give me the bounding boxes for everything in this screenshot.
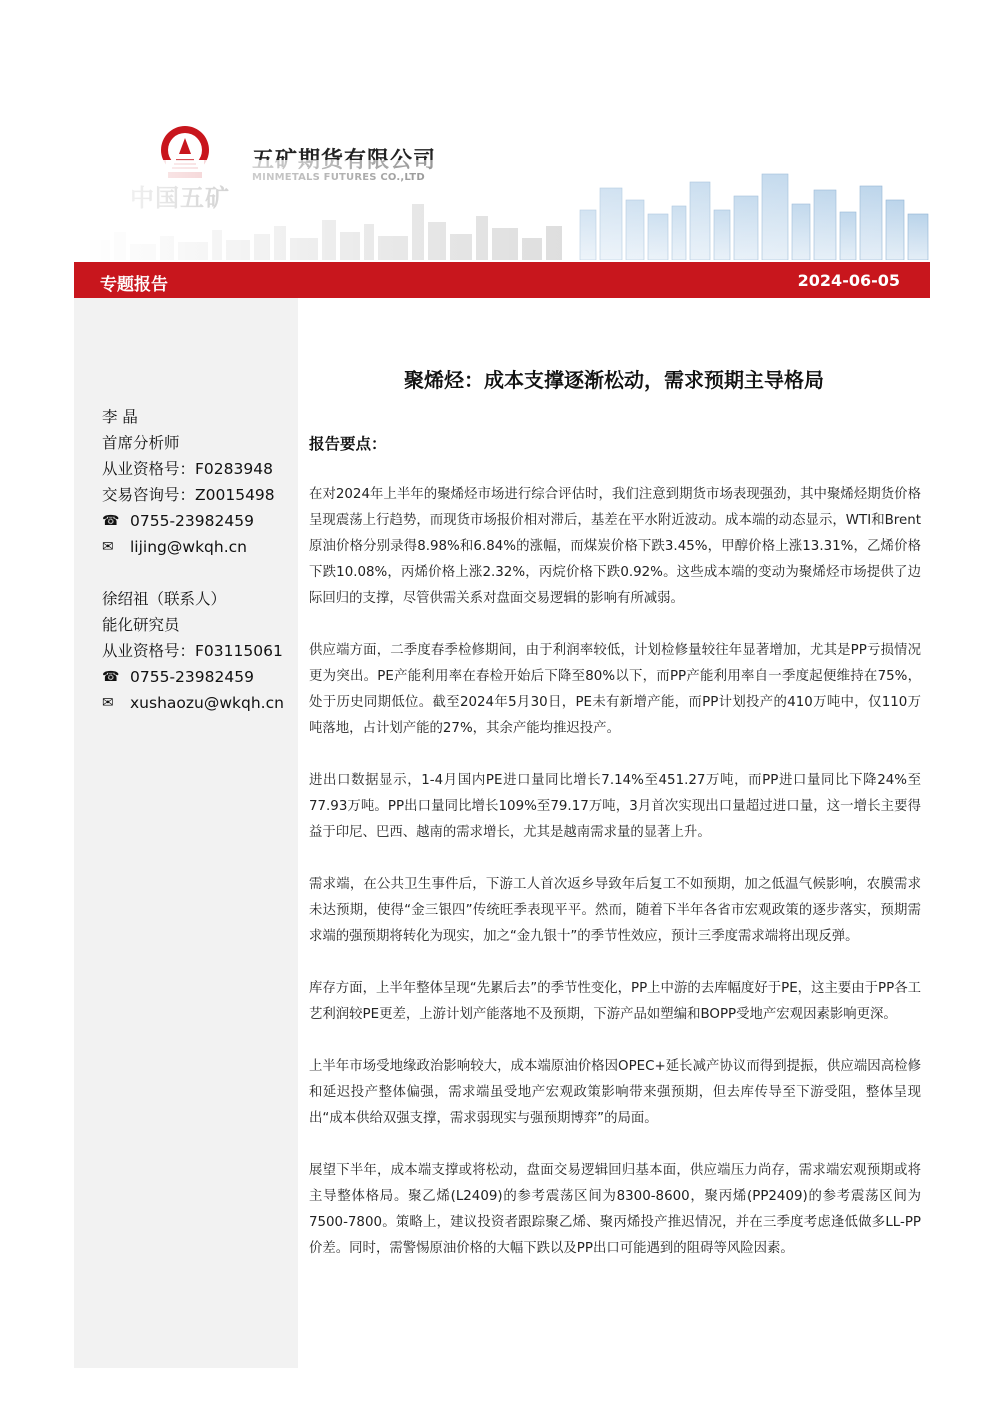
analyst-name: 李 晶 <box>102 408 138 426</box>
city-skyline-image <box>80 160 930 260</box>
report-body <box>309 482 921 1288</box>
analyst-phone-row <box>102 664 284 690</box>
report-type-banner <box>74 262 930 298</box>
analyst-email[interactable]: xushaozu@wkqh.cn <box>130 694 284 712</box>
body-paragraph: 进出口数据显示，1-4月国内PE进口量同比增长7.14%至451.27万吨，而PP进口量同比下降24%至77.93万吨。PP出口量同比增长109%至79.17万吨，3月首次实现出口量超过进口量，这一增长主要得益于印尼、巴西、越南的需求增长，尤其是越南需求量的显著上升。 <box>309 773 921 840</box>
analyst-role: 能化研究员 <box>102 616 180 634</box>
body-paragraph: 库存方面，上半年整体呈现“先累后去”的季节性变化，PP上中游的去库幅度好于PE，这主要由于PP各工艺利润较PE更差，上游计划产能落地不及预期，下游产品如塑编和BOPP受地产宏观因素影响更深。 <box>309 981 921 1022</box>
analyst-qualification: 从业资格号：F0283948 <box>102 460 273 478</box>
report-title: 聚烯烃：成本支撑逐渐松动，需求预期主导格局 <box>404 368 824 392</box>
analyst-phone: 0755-23982459 <box>130 668 254 686</box>
analyst-role: 首席分析师 <box>102 434 180 452</box>
body-paragraph: 供应端方面，二季度春季检修期间，由于利润率较低，计划检修量较往年显著增加，尤其是PP亏损情况更为突出。PE产能利用率在春检开始后下降至80%以下，而PP产能利用率自一季度起便维持在75%，处于历史同期低位。截至2024年5月30日，PE未有新增产能，而PP计划投产的410万吨中，仅110万吨落地，占计划产能的27%，其余产能均推迟投产。 <box>309 643 921 736</box>
analyst-consult-number: 交易咨询号：Z0015498 <box>102 486 275 504</box>
analyst-card <box>102 586 284 716</box>
body-paragraph: 上半年市场受地缘政治影响较大，成本端原油价格因OPEC+延长减产协议而得到提振，供应端因高检修和延迟投产整体偏强，需求端虽受地产宏观政策影响带来强预期，但去库传导至下游受阻，整体呈现出“成本供给双强支撑，需求弱现实与强预期博弈”的局面。 <box>309 1059 921 1126</box>
report-date: 2024-06-05 <box>797 271 900 290</box>
phone-icon: ☎ <box>102 513 120 529</box>
report-header <box>0 0 992 262</box>
envelope-icon: ✉ <box>102 695 114 711</box>
analyst-phone-row <box>102 508 275 534</box>
analyst-qualification: 从业资格号：F03115061 <box>102 642 283 660</box>
key-points-heading: 报告要点： <box>309 435 387 453</box>
analyst-email[interactable]: lijing@wkqh.cn <box>130 538 247 556</box>
analyst-email-row <box>102 534 275 560</box>
report-type-label: 专题报告 <box>100 275 168 295</box>
analyst-email-row <box>102 690 284 716</box>
body-paragraph: 需求端，在公共卫生事件后，下游工人首次返乡导致年后复工不如预期，加之低温气候影响，农膜需求未达预期，使得“金三银四”传统旺季表现平平。然而，随着下半年各省市宏观政策的逐步落实，预期需求端的强预期将转化为现实，加之“金九银十”的季节性效应，预计三季度需求端将出现反弹。 <box>309 877 921 944</box>
analyst-phone: 0755-23982459 <box>130 512 254 530</box>
phone-icon: ☎ <box>102 669 120 685</box>
envelope-icon: ✉ <box>102 539 114 555</box>
body-paragraph: 在对2024年上半年的聚烯烃市场进行综合评估时，我们注意到期货市场表现强劲，其中聚烯烃期货价格呈现震荡上行趋势，而现货市场报价相对滞后，基差在平水附近波动。成本端的动态显示，WTI和Brent原油价格分别录得8.98%和6.84%的涨幅，而煤炭价格下跌3.45%，甲醇价格上涨13.31%，乙烯价格下跌10.08%，丙烯价格上涨2.32%，丙烷价格下跌0.92%。这些成本端的变动为聚烯烃市场提供了边际回归的支撑，尽管供需关系对盘面交易逻辑的影响有所减弱。 <box>309 487 921 606</box>
analyst-card <box>102 404 275 560</box>
analyst-name: 徐绍祖（联系人） <box>102 590 227 608</box>
body-paragraph: 展望下半年，成本端支撑或将松动，盘面交易逻辑回归基本面，供应端压力尚存，需求端宏观预期或将主导整体格局。聚乙烯(L2409)的参考震荡区间为8300-8600，聚丙烯(PP2409)的参考震荡区间为7500-7800。策略上，建议投资者跟踪聚乙烯、聚丙烯投产推迟情况，并在三季度考虑逢低做多LL-PP价差。同时，需警惕原油价格的大幅下跌以及PP出口可能遇到的阻碍等风险因素。 <box>309 1163 921 1256</box>
analyst-sidebar <box>74 298 298 1368</box>
